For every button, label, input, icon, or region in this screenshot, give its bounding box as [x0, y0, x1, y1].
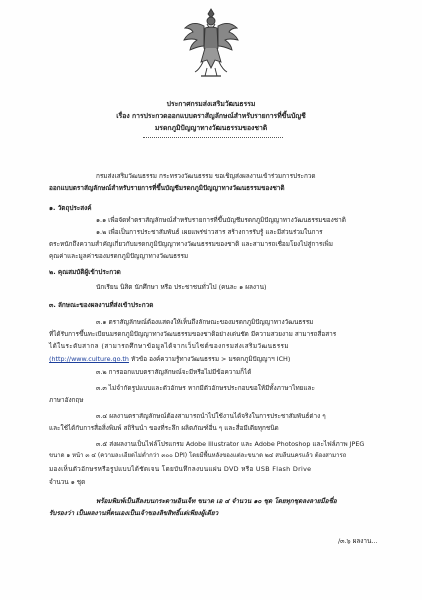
document-subject: เรื่อง การประกวดออกแบบตราสัญลักษณ์สำหรับรายการที่ขึ้นบัญชี	[116, 112, 306, 120]
divider	[143, 137, 283, 138]
intro-line2: ออกแบบตราสัญลักษณ์สำหรับรายการที่ขึ้นบัญชีมรดกภูมิปัญญาทางวัฒนธรรมของชาติ	[49, 184, 285, 192]
intro-line1: กรมส่งเสริมวัฒนธรรม กระทรวงวัฒนธรรม ขอเชิญส่งผลงานเข้าร่วมการประกวด	[96, 172, 316, 180]
section3-item4-line2: และใช้ได้กับการสื่อสิ่งพิมพ์ สถิรินนำ ของที่ระลึก ผลิตภัณฑ์อื่น ๆ และสื่อมีเดียทุกชนิด	[49, 424, 279, 432]
document-title: ประกาศกรมส่งเสริมวัฒนธรรม	[166, 100, 256, 108]
section3-item5: ๓.๕ ส่งผลงานเป็นไฟล์โปรแกรม Adobe Illustrator และ Adobe Photoshop และไฟล์ภาพ JPEG	[96, 440, 365, 448]
section3-item1-line4-rest: หัวข้อ องค์ความรู้ทางวัฒนธรรม > มรดกภูมิปัญญาฯ ICH)	[131, 355, 291, 363]
section3-item5-line2: ขนาด ๑ หน้า ๓ ๔ (ความละเอียดไม่ต่ำกว่า ๓๐๐ DPI) โดยมีพื้นหลังของแต่ละขนาด ๒๔ สบลีนนครแล้ว ต้องสามารถ	[49, 452, 347, 459]
section3-item1: ๓.๑ ตราสัญลักษณ์ต้องแสดงให้เห็นถึงลักษณะของมรดกภูมิปัญญาทางวัฒนธรรม	[96, 318, 314, 326]
section3-item5-line4: จำนวน ๑ ชุด	[49, 478, 86, 486]
section1-item2-line3: คุณค่าและมูลค่าของมรดกภูมิปัญญาทางวัฒนธรรม	[49, 252, 189, 260]
section3-item5-line3: มองเห็นตัวอักษรหรือรูปแบบได้ชัดเจน โดยบันทึกลงบนแผ่น DVD หรือ USB Flash Drive	[49, 465, 312, 473]
culture-website-link[interactable]: (http://www.culture.go.th	[49, 355, 129, 363]
note-line2: รับรองว่า เป็นผลงานที่ตนเองเป็นเจ้าของลิขสิทธิ์แต่เพียงผู้เดียว	[49, 509, 219, 517]
section2-text: นักเรียน นิสิต นักศึกษา หรือ ประชาชนทั่วไป (คนละ ๑ ผลงาน)	[96, 283, 267, 291]
section3-item2: ๓.๒ การออกแบบตราสัญลักษณ์จะมีหรือไม่มีข้อความก็ได้	[96, 368, 252, 376]
section1-item1: ๑.๑ เพื่อจัดทำตราสัญลักษณ์สำหรับรายการที่ขึ้นบัญชีมรดกภูมิปัญญาทางวัฒนธรรมของชาติ	[96, 216, 346, 224]
document-subject-line2: มรดกภูมิปัญญาทางวัฒนธรรมของชาติ	[154, 124, 268, 132]
note-line1: พร้อมพิมพ์เป็นสีลงบนกระดาษอินเจ็ท ขนาด เอ ๔ จำนวน ๑๐ ชุด โดยทุกชุดลงลายมือชื่อ	[96, 497, 337, 505]
section3-item1-line3: ได้ในระดับสากล (สามารถศึกษาข้อมูลได้จากเว็บไซต์ของกรมส่งเสริมวัฒนธรรม	[49, 342, 289, 350]
garuda-emblem-icon	[181, 6, 241, 80]
section1-item2-line2: ตระหนักถึงความสำคัญเกี่ยวกับมรดกภูมิปัญญาทางวัฒนธรรมของชาติ และสามารถเชื่อมโยงไปสู่การเพิ่ม	[49, 240, 333, 248]
section3-item4: ๓.๔ ผลงานตราสัญลักษณ์ต้องสามารถนำไปใช้งานได้จริงในการประชาสัมพันธ์ต่าง ๆ	[96, 412, 326, 420]
section1-item2: ๑.๒ เพื่อเป็นการประชาสัมพันธ์ เผยแพร่ข่าวสาร สร้างการรับรู้ และมีส่วนร่วมในการ	[96, 228, 323, 236]
section2-heading: ๒. คุณสมบัติผู้เข้าประกวด	[49, 268, 121, 276]
section3-item3-line2: ภาษาอังกฤษ	[49, 396, 84, 404]
section3-item1-line2: ที่ได้รับการขึ้นทะเบียนมรดกภูมิปัญญาทางวัฒนธรรมของชาติอย่างเด่นชัด มีความสวยงาม สามารถสื่อสาร	[49, 330, 337, 338]
section3-item3: ๓.๓ ไม่จำกัดรูปแบบและตัวอักษร หากมีตัวอักษรประกอบขอให้มีทั้งภาษาไทยและ	[96, 384, 315, 392]
section3-heading: ๓. ลักษณะของผลงานที่ส่งเข้าประกวด	[49, 301, 154, 309]
section1-heading: ๑. วัตถุประสงค์	[49, 204, 92, 212]
continuation-marker: /๓.๖ ผลงาน...	[338, 537, 378, 545]
section3-item1-line4	[49, 355, 290, 364]
